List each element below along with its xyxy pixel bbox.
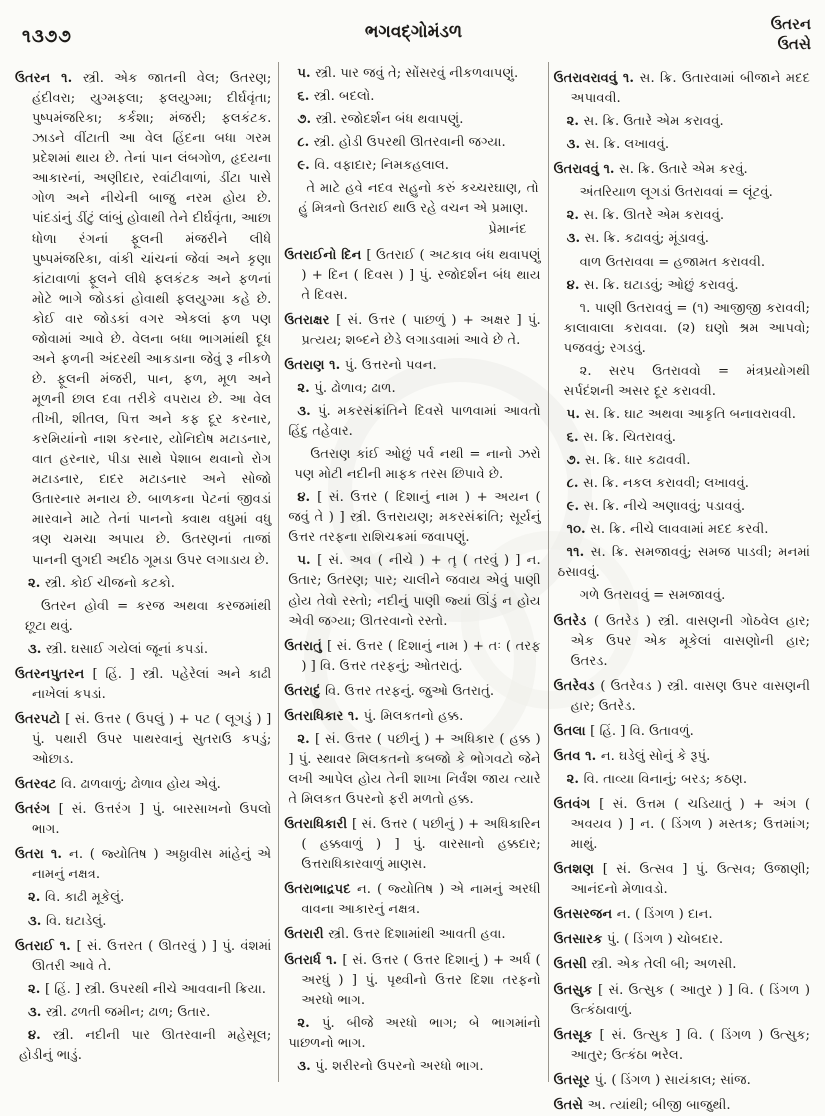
headword: ઉતરાવરાવવું ૧. <box>553 71 640 86</box>
sense-number: ૬. <box>297 89 314 105</box>
guide-word-bottom: ઉતસે <box>777 35 811 54</box>
dictionary-entry: ઉતરાદું વિ. ઉત્તર તરફનું. જુઓ ઉતરાતું. <box>284 683 495 699</box>
dictionary-entry: ઉતરાર્ધ ૧. [ સં. ઉત્તર ( ઉત્તર દિશાનું ) + અર્ધ ( અરધું ) ] પું. પૃથ્વીનો ઉત્તર દિશા તરફનો અરધો ભાગ. <box>284 952 541 1008</box>
column-3 <box>548 62 817 1113</box>
headword: ઉતરાઈ ૧. <box>15 938 77 954</box>
sense-number: ૩. <box>566 231 585 247</box>
sense-line: ૪. [ સં. ઉત્તર ( દિશાનું નામ ) + અયન ( જવું તે ) ] સ્ત્રી. ઉત્તરાયણ; મકરસંક્રાંતિ; સૂર્યનું ઉત્તર તરફના રાશિચક્રમાં જવાપણું. <box>288 490 541 546</box>
headword: ઉતરારી <box>284 927 329 943</box>
sense-line: ૪. સ. ક્રિ. ઘટાડવું; ઓછું કરાવવું. <box>566 277 739 293</box>
idiom-line: ઉતરાણ કાંઈ ઓછું પર્વ નથી = નાનો ઝરો પણ મોટી નદીની માફક તરસ છિપાવે છે. <box>294 447 541 483</box>
sense-number: ૯. <box>566 499 584 515</box>
sense-line: ૫. સ. ક્રિ. ઘાટ અથવા આકૃતિ બનાવરાવવી. <box>566 406 796 422</box>
dictionary-entry: ઉતસે અ. ત્યાંથી; બીજી બાજુથી. <box>553 1097 731 1113</box>
headword: ઉતરાદું <box>284 683 326 699</box>
headword: ઉતરાક્ષર <box>284 312 337 328</box>
sense-number: ૫. <box>566 406 585 422</box>
dictionary-entry: ઉતરાણ ૧. પું. ઉત્તરનો પવન. <box>284 357 437 373</box>
headword: ઉતરપટો <box>15 711 66 727</box>
sense-number: ૨. <box>28 575 45 591</box>
sense-number: ૨. <box>297 1015 322 1031</box>
sense-number: ૪. <box>28 1027 53 1043</box>
sense-number: ૭. <box>297 112 316 128</box>
dictionary-entry: ઉતરેડ ( ઉતરેડ ) સ્ત્રી. વાસણની ગોઠવેલ હાર; એક ઉપર એક મૂકેલાં વાસણોની હાર; ઉતરડ. <box>553 613 810 669</box>
headword: ઉતરાભાદ્રપદ <box>284 882 357 898</box>
dictionary-entry: ઉતસરજન ન. ( ડિંગળ ) દાન. <box>553 907 713 923</box>
dictionary-entry: ઉતસૂક [ સં. ઉત્સુક ] વિ. ( ડિંગળ ) ઉત્સુક; આતુર; ઉત્કંઠા ભરેલ. <box>553 1027 810 1063</box>
sense-number: ૨. <box>566 114 584 130</box>
dictionary-entry: ઉતરાક્ષર [ સં. ઉત્તર ( પાછળું ) + અક્ષર ] પું. પ્રત્યય; શબ્દને છેડે લગાડવામાં આવે છે તે. <box>284 312 541 348</box>
sense-number: ૧૧. <box>566 545 591 561</box>
headword: ઉતલા <box>553 723 591 739</box>
sense-line: ૨. [ સં. ઉત્તર ( પછીનું ) + અધિકાર ( હક્ક ) ] પું. સ્થાવર મિલકતનો કબજો કે ભોગવટો જેને લખી આપેલ હોય તેની શાખા નિર્વંશ જાય ત્યારે તે મિલકત ઉપરનો ફરી મળતો હક્ક. <box>288 731 541 808</box>
sense-number: ૩. <box>28 641 46 657</box>
sense-line: ૩. સ્ત્રી. ઘસાઈ ગયેલાં જૂનાં કપડાં. <box>28 641 209 657</box>
sense-number: ૩. <box>566 137 585 153</box>
sense-line: ૨. પું. બીજે અરધો ભાગ; બે ભાગમાંનો પાછળનો ભાગ. <box>288 1015 541 1051</box>
dictionary-entry: ઉતલા [ હિં. ] વિ. ઉતાવળું. <box>553 723 694 739</box>
headword: ઉતસૂર <box>553 1072 595 1088</box>
text-columns <box>10 62 817 1113</box>
quote-attribution: પ્રેમાનંદ <box>488 222 527 238</box>
sense-line: ૬. સ્ત્રી. બદલો. <box>297 89 375 105</box>
sense-line: ૩. સ્ત્રી. ઢળતી જમીન; ઢાળ; ઉતાર. <box>28 1004 211 1020</box>
dictionary-entry: ઉતસારક પું. ( ડિંગળ ) ચોબદાર. <box>553 932 724 948</box>
dictionary-entry: ઉતસુક [ સં. ઉત્સુક ( આતુર ) ] વિ. ( ડિંગળ ) ઉત્કંઠાવાળું. <box>553 982 810 1018</box>
idiom-line: ઉતરન હોવી = કરજ અથવા કરજમાંથી છૂટા થવું. <box>25 598 272 634</box>
sense-number: ૩. <box>297 403 318 419</box>
dictionary-entry: ઉતરંગ [ સં. ઉત્તરંગ ] પું. બારસાખનો ઉપલો ભાગ. <box>15 802 272 838</box>
sense-line: ૪. સ્ત્રી. નદીની પાર ઊતરવાની મહેસૂલ; હોડીનું ભાડું. <box>19 1027 272 1063</box>
column-1 <box>10 62 278 1082</box>
sense-number: ૨. <box>566 208 584 224</box>
sense-line: ૨. [ હિં. ] સ્ત્રી. ઉપરથી નીચે આવવાની ક્રિયા. <box>28 981 266 997</box>
sense-number: ૩. <box>28 913 46 929</box>
sense-line: ૯. વિ. વફાદાર; નિમકહલાલ. <box>297 158 449 174</box>
headword: ઉતરાતું <box>284 638 327 654</box>
sense-line: ૭. સ. ક્રિ. ધાર કઢાવવી. <box>566 453 691 469</box>
headword: ઉતરેવડ <box>553 678 601 694</box>
headword: ઉતરાર્ધ ૧. <box>284 952 343 968</box>
dictionary-entry: ઉતરાવવું ૧. સ. ક્રિ. ઉતારે એમ કરવું. <box>553 162 748 178</box>
headword: ઉતરાધિકાર ૧. <box>284 708 364 724</box>
headword: ઉતસારક <box>553 932 608 948</box>
sense-number: ૪. <box>297 490 318 506</box>
headword: ઉતરવટ <box>15 777 62 793</box>
sense-number: ૬. <box>566 430 584 445</box>
sense-line: ૭. સ્ત્રી. રજોદર્શન બંધ થવાપણું. <box>297 112 464 128</box>
sense-line: ૩. પું. મકરસંક્રાંતિને દિવસે પાળવામાં આવતો હિંદુ તહેવાર. <box>288 403 541 439</box>
sense-line: ૫. [ સં. અવ ( નીચે ) + તૄ ( તરવું ) ] ન. ઉતાર; ઉતરણ; પાર; ચાલીને જવાય એવું પાણી હોય તેવો રસ્તો; નદીનું પાણી જ્યાં ઊંડું ન હોય એવી જગ્યા; ઊતરવાનો રસ્તો. <box>288 553 541 629</box>
headword: ઉતરાણ ૧. <box>284 357 345 373</box>
idiom-line: વાળ ઉતરાવવા = હજામત કરાવવી. <box>579 254 766 270</box>
headword: ઉતરનપુતરન <box>15 666 93 682</box>
dictionary-entry: ઉતસૂર પું. ( ડિંગળ ) સાયંકાલ; સાંજ. <box>553 1072 751 1088</box>
sense-line: ૮. સ. ક્રિ. નકલ કરાવવી; લખાવવું. <box>566 476 749 492</box>
sense-line: ૮. સ્ત્રી. હોડી ઉપરથી ઊતરવાની જગ્યા. <box>297 135 506 151</box>
sense-number: ૨. <box>28 981 45 997</box>
sense-number: ૫. <box>297 553 318 569</box>
sense-number: ૨. <box>297 731 316 747</box>
headword: ઉતરેડ <box>553 613 594 629</box>
headword: ઉતરા ૧. <box>15 847 70 863</box>
dictionary-entry: ઉતરન ૧. સ્ત્રી. એક જાતની વેલ; ઉતરણ; હંદીવરા; યુગ્મફલા; ફલયુગ્મા; દીર્ઘવૃંતા; પુષ્પમંજરિકા; કર્કશા; મંજરી; ફલકંટક. ઝાડને વીંટાતી આ વેલ હિંદના બધા ગરમ પ્રદેશમાં થાય છે. તેનાં પાન લંબગોળ, હૃદયના આકારનાં, અણીદાર, રવાંટીવાળાં, ડીંટા પાસે ગોળ અને નીચેની બાજુ નરમ હોય છે. પાંદડાંનું ડીંટું લાંબું હોવાથી તેને દીર્ઘવૃંતા, આછા ધોળા રંગનાં ફૂલની મંજરીને લીધે પુષ્પમંજરિકા, વાંકી ચાંચનાં જેવાં અને કૃણા કાંટાવાળાં ફૂલને લીધે ફલકંટક અને ફળનાં મોટે ભાગે જોડકાં હોવાથી ફલયુગ્મા કહે છે. કોઈ વાર જોડકાં વગર એકલાં ફળ પણ જોવામાં આવે છે. વેલના બધા ભાગમાંથી દૂધ અને ફળની અંદરથી આકડાના જેવું રૂ નીકળે છે. ફૂલની મંજરી, પાન, ફળ, મૂળ અને મૂળની છાલ દવા તરીકે વપરાય છે. આ વેલ તીખી, શીતલ, પિત્ત અને કફ દૂર કરનાર, કરમિયાંનો નાશ કરનાર, યોનિદોષ મટાડનાર, વાત હરનાર, પીડા સાથે પેશાબ થવાનો રોગ મટાડનાર, દાદર મટાડનાર અને સોજો ઉતારનાર મનાય છે. બાળકના પેટનાં જીવડાં મારવાને માટે તેનાં પાનનો ક્વાથ વધુમાં વધુ ત્રણ ચમચા અપાય છે. ઉતરણનાં તાજાં પાનની લુગદી અદીઠ ગૂમડા ઉપર લગાડાય છે. <box>15 71 272 568</box>
sense-number: ૫. <box>297 66 316 81</box>
sense-line: ૯. સ. ક્રિ. નીચે અણાવવું; પડાવવું. <box>566 499 746 515</box>
sense-line: ૬. સ. ક્રિ. ચિતરાવવું. <box>566 430 676 445</box>
headword: ઉતરંગ <box>15 802 59 818</box>
dictionary-entry: ઉતરાઈનો દિન [ ઉતરાઈ ( અટકાવ બંધ થવાપણું ) + દિન ( દિવસ ) ] પું. રજોદર્શન બંધ થાય તે દિવસ. <box>284 247 541 303</box>
dictionary-entry: ઉતરાભાદ્રપદ ન. ( જ્યોતિષ ) એ નામનું અરધી વાવના આકારનું નક્ષત્ર. <box>284 882 541 918</box>
dictionary-entry: ઉતશણ [ સં. ઉત્સવ ] પું. ઉત્સવ; ઉજાણી; આનંદનો મેળાવડો. <box>553 862 810 898</box>
sense-number: ૩. <box>28 1004 46 1020</box>
dictionary-entry: ઉતરાધિકાર ૧. પું. મિલકતનો હક્ક. <box>284 708 464 724</box>
sense-number: ૪. <box>566 277 585 293</box>
column-2 <box>278 62 547 1082</box>
dictionary-entry: ઉતરાતું [ સં. ઉત્તર ( દિશાનું નામ ) + તઃ ( તરફ ) ] વિ. ઉત્તર તરફનું; ઓતરાતું. <box>284 638 541 674</box>
page-header <box>10 12 817 62</box>
guide-word-top: ઉતરન <box>770 15 811 33</box>
book-title: ભગવદ્ગોમંડળ <box>364 22 463 42</box>
dictionary-entry: ઉતવંગ [ સં. ઉત્તમ ( ચડિયાતું ) + અંગ ( અવયવ ) ] ન. ( ડિંગળ ) મસ્તક; ઉત્તમાંગ; માથું. <box>553 797 810 853</box>
headword: ઉતશણ <box>553 862 603 878</box>
headword: ઉતસે <box>553 1097 588 1113</box>
headword: ઉતવંગ <box>553 797 600 812</box>
sense-line: ૫. સ્ત્રી. પાર જવું તે; સોંસરવું નીકળવાપણું. <box>297 66 519 81</box>
guide-words <box>771 14 811 55</box>
headword: ઉતરાવવું ૧. <box>553 162 620 178</box>
dictionary-entry: ઉતરવટ વિ. ઢાળવાળું; ઢોળાવ હોય એવું. <box>15 777 221 793</box>
idiom-line: ૧. પાણી ઉતરાવવું = (૧) આજીજી કરાવવી; કાલાવાલા કરાવવા. (૨) ઘણો શ્રમ આપવો; પજવવું; રગડવું. <box>563 300 810 356</box>
dictionary-entry: ઉતરનપુતરન [ હિં. ] સ્ત્રી. પહેરેલાં અને કાઢી નાખેલાં કપડાં. <box>15 666 272 702</box>
sense-number: ૩. <box>297 1058 316 1074</box>
headword: ઉતરાધિકારી <box>284 817 352 833</box>
dictionary-entry: ઉતરા ૧. ન. ( જ્યોતિષ ) અઠ્ઠાવીસ માંહેનું એ નામનું નક્ષત્ર. <box>15 847 272 883</box>
dictionary-entry: ઉતરેવડ ( ઉતરેવડ ) સ્ત્રી. વાસણ ઉપર વાસણની હાર; ઉતરેડ. <box>553 678 810 714</box>
headword: ઉતરાઈનો દિન <box>284 247 367 263</box>
sense-line: ૩. વિ. ઘટાડેલું. <box>28 913 107 929</box>
dictionary-entry: ઉતરાવરાવવું ૧. સ. ક્રિ. ઉતારવામાં બીજાને મદદ અપાવવી. <box>553 71 810 107</box>
sense-line: ૩. પું. શરીરનો ઉપરનો અરધો ભાગ. <box>297 1058 484 1074</box>
sense-number: ૧૦. <box>566 522 591 538</box>
dictionary-entry: ઉતરપટો [ સં. ઉત્તર ( ઉપલું ) + પટ ( લૂગડું ) ] પું. પથારી ઉપર પાથરવાનું સુતરાઉ કપડું; ઓછાડ. <box>15 711 272 768</box>
sense-number: ૨. <box>566 771 584 787</box>
idiom-line: અંતરિયાળ લૂગડાં ઉતરાવવાં = લૂંટવું. <box>579 185 773 201</box>
sense-line: ૨. સ્ત્રી. કોઈ ચીજનો કટકો. <box>28 575 175 591</box>
sense-number: ૨. <box>28 890 45 906</box>
dictionary-entry: ઉતરાધિકારી [ સં. ઉત્તર ( પછીનું ) + અધિકારિન ( હક્કવાળું ) ] પું. વારસાનો હક્કદાર; ઉત્તરાધિકારવાળું માણસ. <box>284 817 541 873</box>
headword: ઉતસી <box>553 957 592 973</box>
sense-line: ૨. વિ. તાવ્યા વિનાનું; બરડ; કઠણ. <box>566 771 748 787</box>
idiom-line: ૨. સરપ ઉતરાવવો = મંત્રપ્રયોગથી સર્પદંશની અસર દૂર કરાવવી. <box>563 363 810 399</box>
dictionary-entry: ઉતરાઈ ૧. [ સં. ઉત્તરત ( ઊતરવું ) ] પું. વંશમાં ઊતરી આવે તે. <box>15 938 272 974</box>
headword: ઉતવ ૧. <box>553 748 601 764</box>
sense-line: ૩. સ. ક્રિ. લખાવવું. <box>566 137 670 153</box>
sense-line: ૩. સ. ક્રિ. કઢાવવું; મૂંડાવવું. <box>566 231 709 247</box>
headword: ઉતસુક <box>553 982 599 998</box>
headword: ઉતરન ૧. <box>15 71 83 86</box>
page-number: ૧૩૭૭ <box>22 26 72 47</box>
sense-number: ૭. <box>566 453 586 469</box>
idiom-line: ગળે ઉતરાવવું = સમજાવવું. <box>579 588 726 604</box>
dictionary-entry: ઉતસી સ્ત્રી. એક તેલી બી; અળસી. <box>553 957 737 973</box>
headword: ઉતસરજન <box>553 907 617 923</box>
dictionary-entry: ઉતરારી સ્ત્રી. ઉત્તર દિશામાંથી આવતી હવા. <box>284 927 506 943</box>
sense-line: ૧૦. સ. ક્રિ. નીચે લાવવામાં મદદ કરવી. <box>566 522 769 538</box>
sense-number: ૨. <box>297 380 315 396</box>
sense-number: ૯. <box>297 158 315 174</box>
headword: ઉતસૂક <box>553 1027 600 1043</box>
sense-line: ૨. પું. ઢોળાવ; ઢાળ. <box>297 380 396 396</box>
sense-line: ૨. વિ. કાઢી મૂકેલું. <box>28 890 125 906</box>
sense-line: ૨. સ. ક્રિ. ઊતરે એમ કરાવવું. <box>566 208 725 224</box>
sense-number: ૮. <box>566 476 584 492</box>
dictionary-entry: ઉતવ ૧. ન. ઘડેલું સોનું કે રૂપું. <box>553 748 711 764</box>
sense-line: ૨. સ. ક્રિ. ઉતારે એમ કરાવવું. <box>566 114 724 130</box>
sense-line: ૧૧. સ. ક્રિ. સમજાવવું; સમજ પાડવી; મનમાં ઠસાવવું. <box>557 545 810 581</box>
quote-line: તે માટે હવે નદવ સહુનો કરું કચ્ચરઘાણ, તો હું મિત્રનો ઉતરાઈ થાઉ રહે વચન એ પ્રમાણ. <box>298 181 539 217</box>
sense-number: ૮. <box>297 135 314 151</box>
